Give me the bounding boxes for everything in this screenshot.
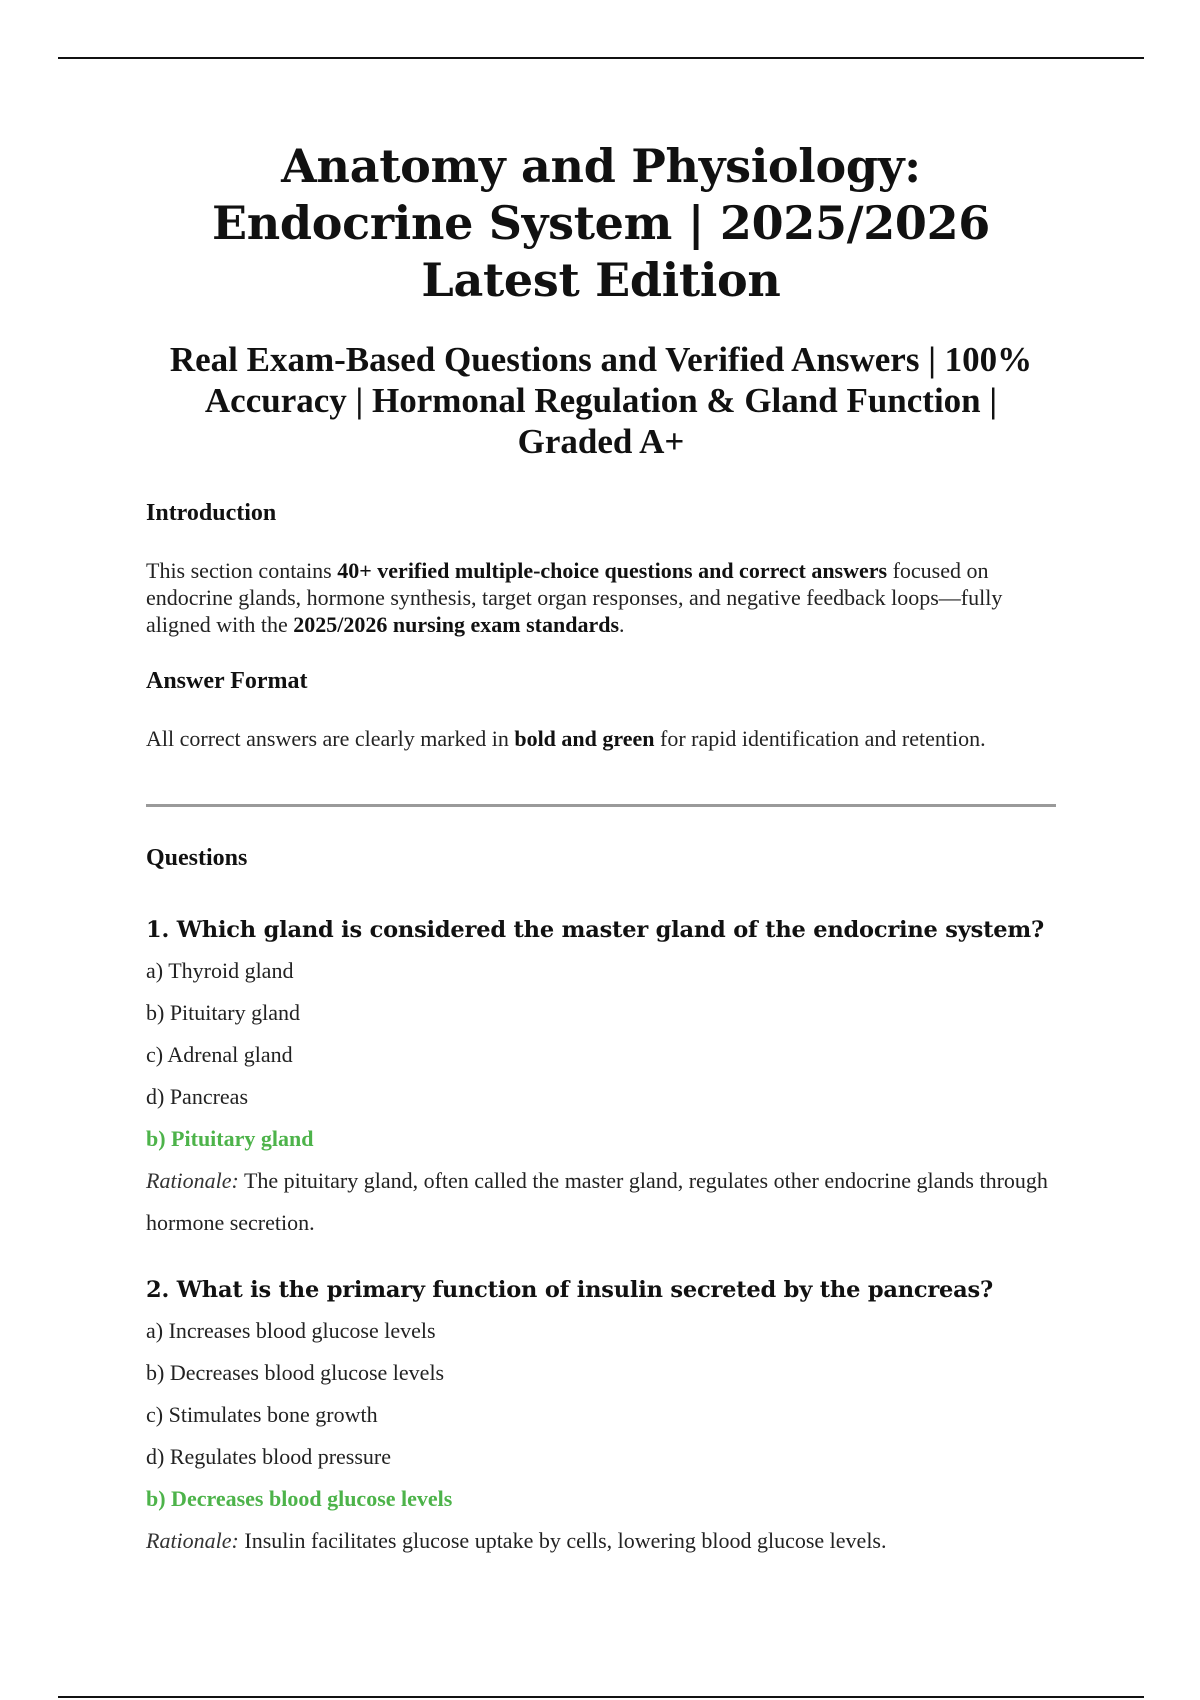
- document-body: [146, 138, 1056, 1562]
- intro-bold-2: 2025/2026 nursing exam standards: [293, 612, 620, 637]
- page-bottom-rule: [58, 1696, 1144, 1698]
- rationale-label: Rationale:: [146, 1528, 239, 1553]
- questions-heading: Questions: [146, 845, 248, 871]
- page-top-rule: [58, 57, 1144, 59]
- rationale-text: Insulin facilitates glucose uptake by cells, lowering blood glucose levels.: [238, 1528, 887, 1553]
- intro-bold-1: 40+ verified multiple-choice questions and correct answers: [337, 558, 888, 583]
- options-list: [146, 1310, 1056, 1478]
- question-text: 1. Which gland is considered the master gland of the endocrine system?: [146, 917, 1044, 943]
- option-d: d) Pancreas: [146, 1084, 249, 1109]
- section-divider: [146, 804, 1056, 807]
- rationale-label: Rationale:: [146, 1168, 239, 1193]
- rationale: [146, 1160, 1056, 1244]
- option-b: b) Pituitary gland: [146, 1000, 300, 1025]
- correct-answer: b) Decreases blood glucose levels: [146, 1486, 453, 1511]
- intro-text-2: focused on endocrine glands, hormone synthesis, target organ responses, and negative feedback loops—fully aligned with the: [146, 558, 1003, 637]
- intro-text-3: .: [619, 612, 625, 637]
- answer-format-paragraph: [146, 725, 1056, 752]
- option-b: b) Decreases blood glucose levels: [146, 1360, 445, 1385]
- question-text: 2. What is the primary function of insulin secreted by the pancreas?: [146, 1277, 993, 1303]
- introduction-heading: Introduction: [146, 500, 277, 526]
- option-c: c) Adrenal gland: [146, 1042, 293, 1067]
- format-text-1: All correct answers are clearly marked in: [146, 726, 515, 751]
- rationale: [146, 1520, 1056, 1562]
- document-title: Anatomy and Physiology: Endocrine System | 2025/2026 Latest Edition: [211, 139, 991, 307]
- option-a: a) Thyroid gland: [146, 958, 294, 983]
- intro-text-1: This section contains: [146, 558, 338, 583]
- answer-format-heading: Answer Format: [146, 668, 308, 694]
- option-a: a) Increases blood glucose levels: [146, 1318, 436, 1343]
- option-d: d) Regulates blood pressure: [146, 1444, 391, 1469]
- rationale-text: The pituitary gland, often called the master gland, regulates other endocrine glands through hormone secretion.: [146, 1168, 1048, 1235]
- introduction-paragraph: [146, 557, 1056, 638]
- format-text-2: for rapid identification and retention.: [654, 726, 986, 751]
- correct-answer: b) Pituitary gland: [146, 1126, 314, 1151]
- format-bold-1: bold and green: [514, 726, 655, 751]
- document-subtitle: Real Exam-Based Questions and Verified Answers | 100% Accuracy | Hormonal Regulation & Gland Function | Graded A+: [169, 340, 1033, 461]
- question-1: [146, 916, 1056, 1244]
- options-list: [146, 950, 1056, 1118]
- question-2: [146, 1276, 1056, 1562]
- option-c: c) Stimulates bone growth: [146, 1402, 378, 1427]
